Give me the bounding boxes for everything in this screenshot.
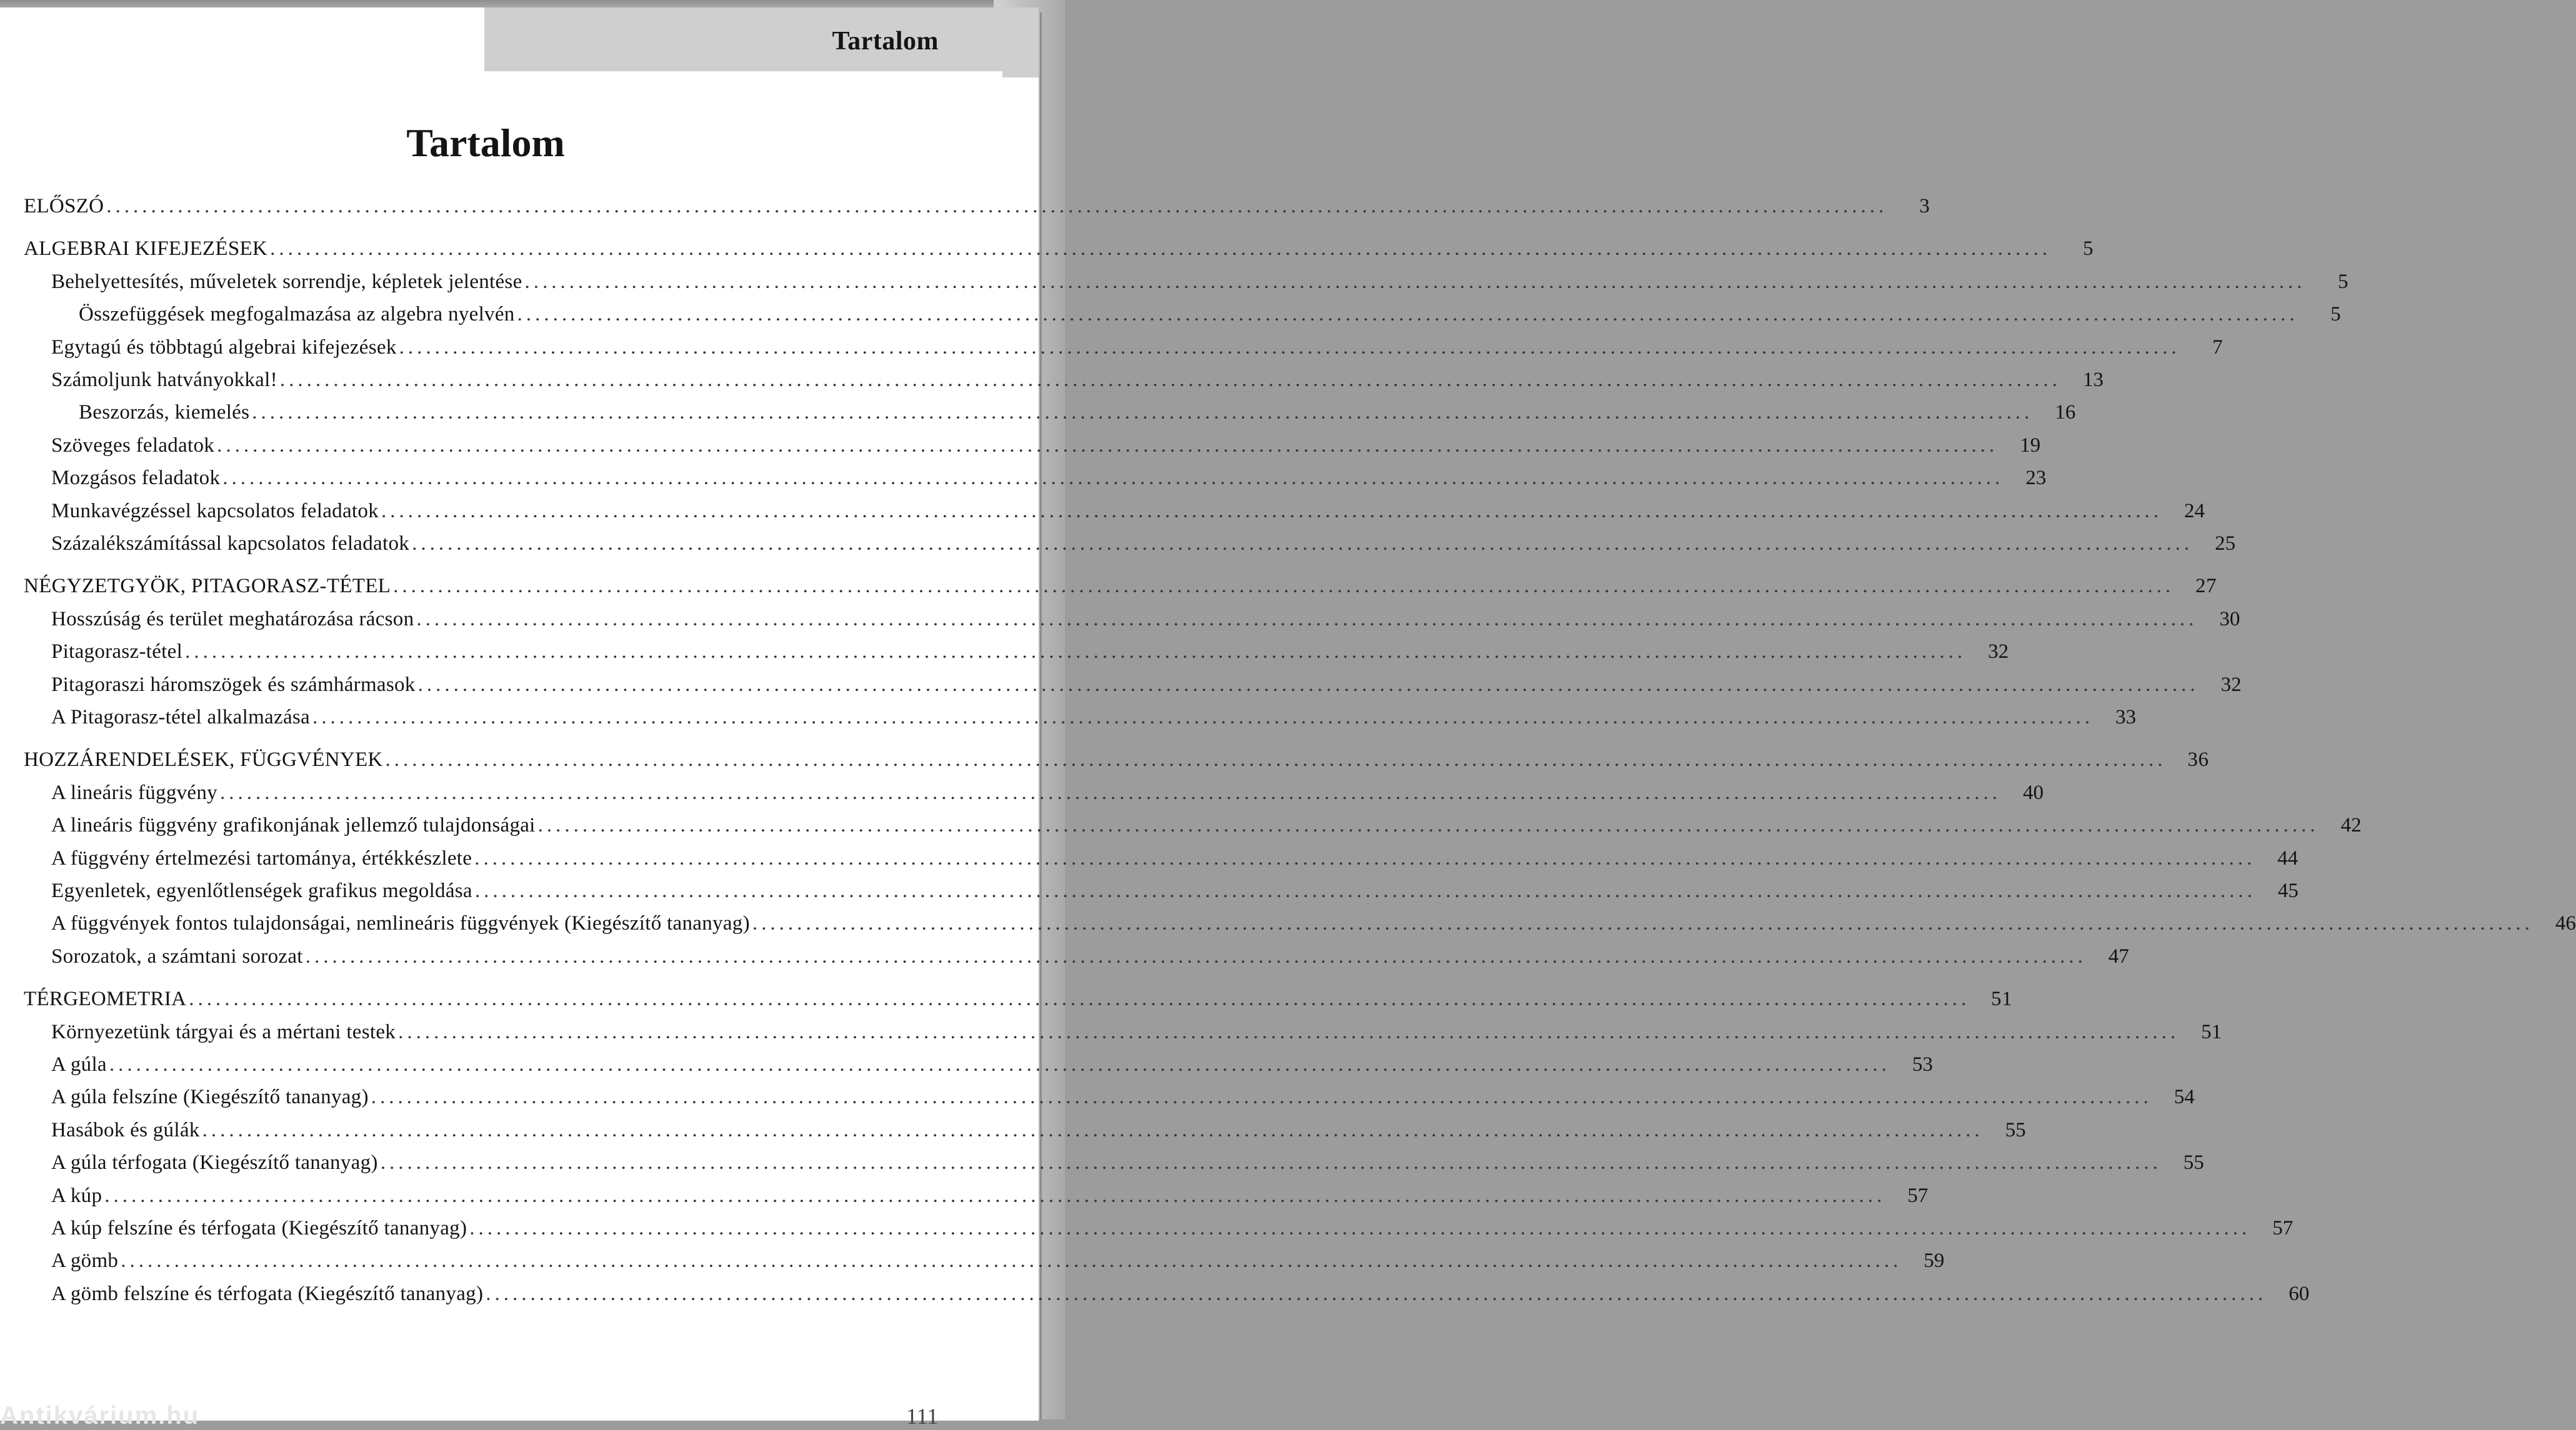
toc-entry-row[interactable] <box>51 1282 2310 1313</box>
toc-entry-row[interactable] <box>51 1249 1945 1279</box>
toc-entry-title: A gömb felszíne és térfogata (Kiegészítő tananyag) <box>51 1282 484 1305</box>
toc-entry-page: 25 <box>2215 532 2236 555</box>
toc-entry-page: 5 <box>2330 303 2341 326</box>
toc-entry-page: 57 <box>1907 1184 1929 1207</box>
toc-entry-page: 19 <box>2020 434 2041 457</box>
toc-chapter-row[interactable] <box>24 575 2217 605</box>
toc-entry-page: 55 <box>2183 1151 2204 1174</box>
toc-entry-title: A függvények fontos tulajdonságai, nemlineáris függvények (Kiegészítő tananyag) <box>51 912 750 935</box>
toc-entry-title: TÉRGEOMETRIA <box>24 988 187 1011</box>
toc-entry-row[interactable] <box>51 270 2349 300</box>
page-footer <box>0 1399 1039 1429</box>
toc-entry-row[interactable] <box>51 607 2240 638</box>
toc-leader-dots: ........................................................................................................................................................................................................ <box>222 467 2004 490</box>
toc-entry-page: 60 <box>2289 1282 2310 1305</box>
toc-leader-dots: ........................................................................................................................................................................................................ <box>279 369 2061 391</box>
toc-entry-page: 7 <box>2212 335 2223 359</box>
toc-leader-dots: ........................................................................................................................................................................................................ <box>412 532 2194 555</box>
toc-entry-page: 47 <box>2108 945 2129 968</box>
toc-chapter-row[interactable] <box>24 988 2013 1018</box>
toc-leader-dots: ........................................................................................................................................................................................................ <box>752 912 2534 935</box>
toc-leader-dots: ........................................................................................................................................................................................................ <box>189 988 1970 1011</box>
toc-entry-row[interactable] <box>51 335 2223 366</box>
toc-entry-row[interactable] <box>51 640 2009 670</box>
toc-leader-dots: ........................................................................................................................................................................................................ <box>121 1249 1902 1273</box>
toc-entry-row[interactable] <box>51 706 2136 736</box>
toc-entry-row[interactable] <box>79 303 2341 333</box>
toc-entry-page: 5 <box>2338 270 2349 293</box>
toc-chapter-row[interactable] <box>24 237 2094 267</box>
toc-entry-row[interactable] <box>51 847 2299 877</box>
toc-entry-title: A gömb <box>51 1249 119 1273</box>
toc-leader-dots: ........................................................................................................................................................................................................ <box>393 575 2175 598</box>
toc-entry-title: Mozgásos feladatok <box>51 467 221 490</box>
toc-leader-dots: ........................................................................................................................................................................................................ <box>486 1282 2267 1305</box>
toc-entry-page: 32 <box>2220 673 2242 696</box>
toc-entry-page: 30 <box>2219 607 2240 630</box>
toc-entry-title: Egytagú és többtagú algebrai kifejezések <box>51 335 397 359</box>
toc-leader-dots: ........................................................................................................................................................................................................ <box>474 847 2256 870</box>
toc-entry-title: Összefüggések megfogalmazása az algebra nyelvén <box>79 303 515 326</box>
toc-entry-title: A lineáris függvény grafikonjának jellemző tulajdonságai <box>51 814 536 837</box>
toc-entry-page: 36 <box>2187 748 2209 772</box>
toc-entry-title: Hasábok és gúlák <box>51 1118 200 1141</box>
toc-entry-title: Hosszúság és terület meghatározása rácson <box>51 607 414 630</box>
toc-chapter-row[interactable] <box>24 748 2209 778</box>
toc-leader-dots: ........................................................................................................................................................................................................ <box>381 499 2162 522</box>
toc-entry-page: 51 <box>1991 988 2013 1011</box>
toc-entry-row[interactable] <box>51 1184 1929 1214</box>
toc-leader-dots: ........................................................................................................................................................................................................ <box>312 706 2094 728</box>
toc-entry-page: 33 <box>2115 706 2136 728</box>
toc-entry-page: 3 <box>1919 195 1930 217</box>
toc-leader-dots: ........................................................................................................................................................................................................ <box>109 1053 1890 1076</box>
page-title: Tartalom <box>406 121 565 165</box>
toc-entry-title: NÉGYZETGYÖK, PITAGORASZ-TÉTEL <box>24 575 391 598</box>
toc-leader-dots: ........................................................................................................................................................................................................ <box>524 270 2306 293</box>
toc-entry-page: 32 <box>1988 640 2009 663</box>
toc-leader-dots: ........................................................................................................................................................................................................ <box>371 1086 2152 1109</box>
toc-entry-page: 13 <box>2082 369 2104 391</box>
toc-leader-dots: ........................................................................................................................................................................................................ <box>399 335 2180 359</box>
toc-entry-row[interactable] <box>79 401 2076 431</box>
toc-entry-title: A függvény értelmezési tartománya, értékkészlete <box>51 847 472 870</box>
toc-leader-dots: ........................................................................................................................................................................................................ <box>398 1020 2180 1043</box>
toc-entry-row[interactable] <box>51 434 2041 464</box>
toc-entry-title: A kúp felszíne és térfogata (Kiegészítő tananyag) <box>51 1217 467 1239</box>
toc-entry-row[interactable] <box>51 532 2236 562</box>
toc-entry-page: 44 <box>2277 847 2299 870</box>
toc-entry-page: 42 <box>2340 814 2362 837</box>
toc-entry-page: 24 <box>2184 499 2205 522</box>
toc-leader-dots: ........................................................................................................................................................................................................ <box>469 1217 2251 1239</box>
toc-entry-row[interactable] <box>51 1217 2294 1247</box>
toc-entry-page: 53 <box>1912 1053 1933 1076</box>
toc-entry-page: 45 <box>2277 880 2299 902</box>
toc-entry-row[interactable] <box>51 369 2104 399</box>
toc-entry-row[interactable] <box>51 880 2299 910</box>
toc-entry-row[interactable] <box>51 1020 2222 1051</box>
toc-chapter-row[interactable] <box>24 195 1930 225</box>
toc-entry-row[interactable] <box>51 945 2129 975</box>
toc-entry-row[interactable] <box>51 1118 2026 1149</box>
toc-entry-row[interactable] <box>51 499 2205 530</box>
toc-entry-title: Szöveges feladatok <box>51 434 215 457</box>
toc-leader-dots: ........................................................................................................................................................................................................ <box>380 1151 2162 1174</box>
toc-leader-dots: ........................................................................................................................................................................................................ <box>104 1184 1886 1207</box>
toc-entry-page: 54 <box>2174 1086 2195 1109</box>
toc-entry-page: 59 <box>1924 1249 1945 1273</box>
toc-entry-page: 55 <box>2005 1118 2026 1141</box>
toc-entry-page: 5 <box>2082 237 2094 261</box>
toc-entry-title: A gúla <box>51 1053 107 1076</box>
toc-leader-dots: ........................................................................................................................................................................................................ <box>416 607 2198 630</box>
toc-leader-dots: ........................................................................................................................................................................................................ <box>270 237 2052 261</box>
toc-entry-row[interactable] <box>51 1053 1933 1083</box>
toc-leader-dots: ........................................................................................................................................................................................................ <box>305 945 2087 968</box>
toc-entry-row[interactable] <box>51 912 2576 942</box>
toc-entry-title: Sorozatok, a számtani sorozat <box>51 945 303 968</box>
toc-entry-title: A gúla felszíne (Kiegészítő tananyag) <box>51 1086 369 1109</box>
toc-entry-title: Környezetünk tárgyai és a mértani testek <box>51 1020 396 1043</box>
toc-leader-dots: ........................................................................................................................................................................................................ <box>385 748 2167 772</box>
toc-entry-title: Egyenletek, egyenlőtlenségek grafikus megoldása <box>51 880 472 902</box>
toc-leader-dots: ........................................................................................................................................................................................................ <box>185 640 1967 663</box>
toc-entry-title: HOZZÁRENDELÉSEK, FÜGGVÉNYEK <box>24 748 383 772</box>
toc-entry-title: Behelyettesítés, műveletek sorrendje, képletek jelentése <box>51 270 522 293</box>
toc-entry-title: ALGEBRAI KIFEJEZÉSEK <box>24 237 268 261</box>
toc-entry-title: A kúp <box>51 1184 102 1207</box>
toc-leader-dots: ........................................................................................................................................................................................................ <box>202 1118 1984 1141</box>
toc-entry-title: A lineáris függvény <box>51 781 217 804</box>
running-header-title: Tartalom <box>832 27 939 56</box>
toc-entry-row[interactable] <box>51 781 2044 812</box>
toc-entry-row[interactable] <box>51 673 2242 703</box>
toc-entry-title: Munkavégzéssel kapcsolatos feladatok <box>51 499 379 522</box>
toc-entry-page: 16 <box>2055 401 2076 424</box>
toc-leader-dots: ........................................................................................................................................................................................................ <box>219 781 2001 804</box>
toc-entry-page: 51 <box>2201 1020 2222 1043</box>
toc-leader-dots: ........................................................................................................................................................................................................ <box>517 303 2299 326</box>
toc-leader-dots: ........................................................................................................................................................................................................ <box>252 401 2034 424</box>
toc-entry-row[interactable] <box>51 814 2362 844</box>
toc-entry-title: Pitagorasz-tétel <box>51 640 183 663</box>
toc-leader-dots: ........................................................................................................................................................................................................ <box>106 195 1888 217</box>
toc-entry-title: Beszorzás, kiemelés <box>79 401 250 424</box>
toc-entry-page: 40 <box>2022 781 2044 804</box>
watermark-text: Antikvárium.hu <box>0 1402 200 1429</box>
toc-entry-title: Pitagoraszi háromszögek és számhármasok <box>51 673 416 696</box>
book-page <box>0 7 2576 1429</box>
page-number: 111 <box>906 1404 939 1429</box>
toc-leader-dots: ........................................................................................................................................................................................................ <box>474 880 2256 902</box>
toc-entry-page: 57 <box>2272 1217 2294 1239</box>
toc-entry-title: Százalékszámítással kapcsolatos feladatok <box>51 532 410 555</box>
toc-leader-dots: ........................................................................................................................................................................................................ <box>217 434 1999 457</box>
toc-entry-page: 27 <box>2195 575 2217 598</box>
toc-entry-page: 46 <box>2555 912 2576 935</box>
toc-leader-dots: ........................................................................................................................................................................................................ <box>417 673 2199 696</box>
toc-entry-row[interactable] <box>51 467 2047 497</box>
toc-entry-title: A Pitagorasz-tétel alkalmazása <box>51 706 310 728</box>
toc-entry-title: Számoljunk hatványokkal! <box>51 369 277 391</box>
toc-entry-row[interactable] <box>51 1086 2195 1116</box>
toc-entry-row[interactable] <box>51 1151 2204 1181</box>
toc-entry-title: A gúla térfogata (Kiegészítő tananyag) <box>51 1151 378 1174</box>
toc-leader-dots: ........................................................................................................................................................................................................ <box>537 814 2319 837</box>
running-header-band <box>484 7 1039 71</box>
toc-entry-title: ELŐSZÓ <box>24 195 104 217</box>
toc-entry-page: 23 <box>2025 467 2047 490</box>
